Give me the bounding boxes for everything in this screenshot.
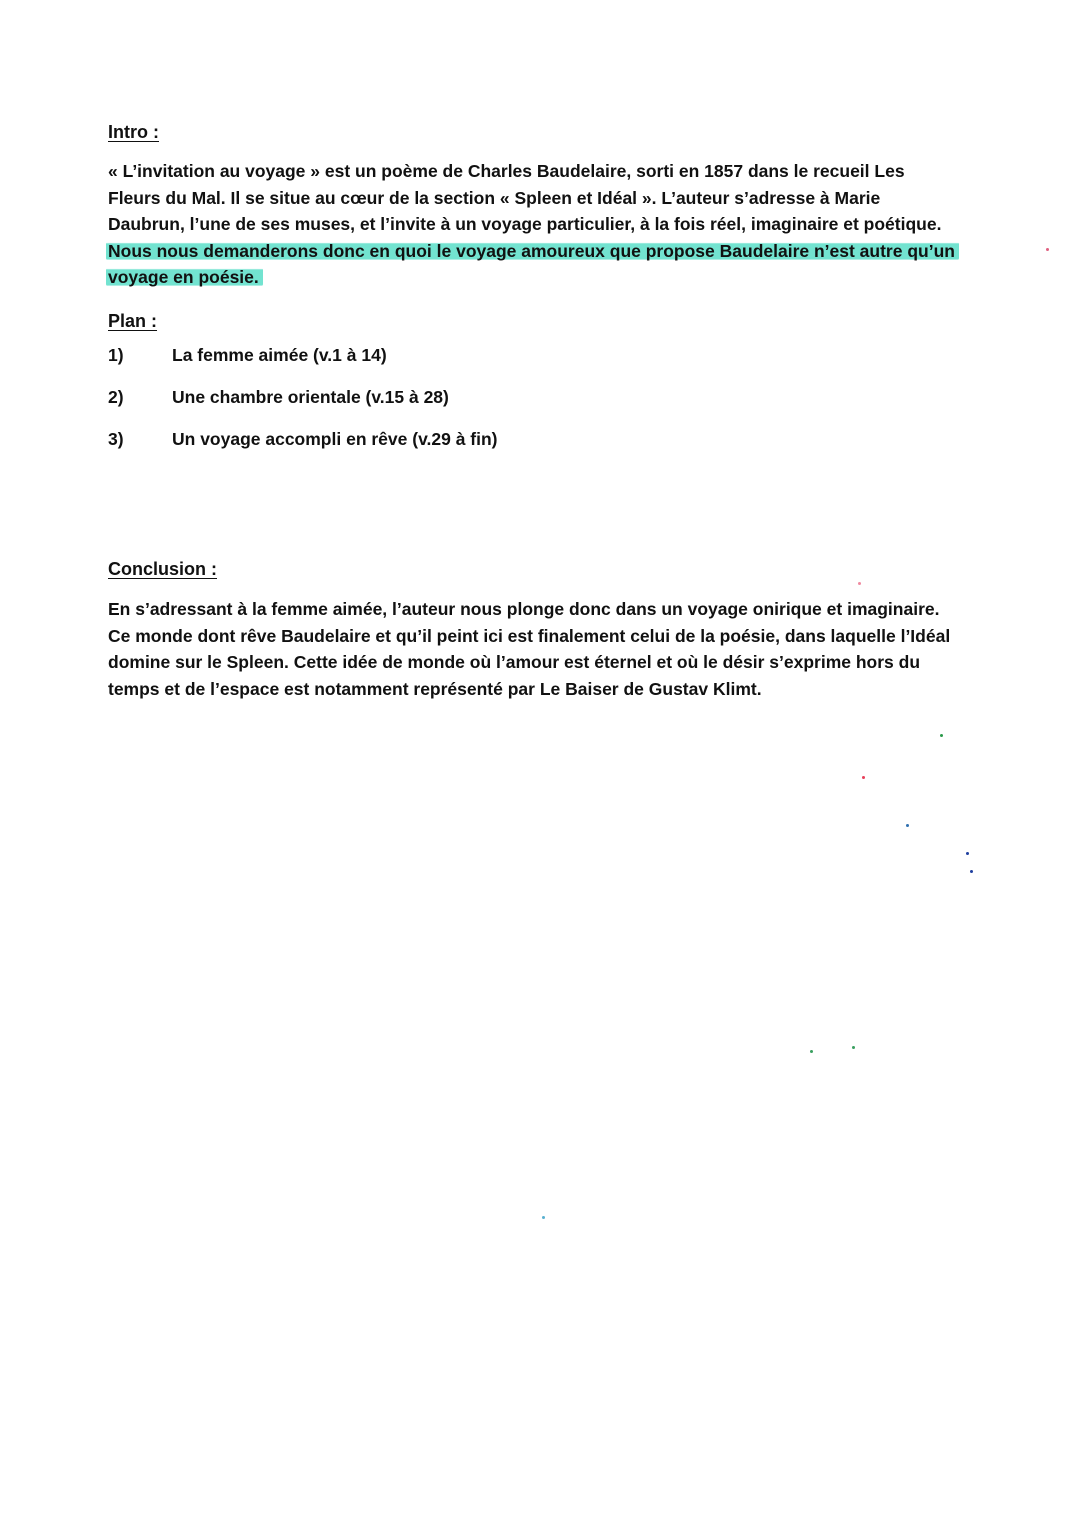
scan-speck bbox=[1046, 248, 1049, 251]
plan-item-number: 2) bbox=[108, 387, 124, 407]
plan-item bbox=[108, 345, 808, 387]
scan-speck bbox=[966, 852, 969, 855]
plan-item-number: 1) bbox=[108, 345, 124, 365]
conclusion-line: En s’adressant à la femme aimée, l’auteur nous plonge donc dans un voyage onirique et imaginaire. bbox=[108, 599, 940, 619]
scan-speck bbox=[940, 734, 943, 737]
scan-speck bbox=[810, 1050, 813, 1053]
scan-speck bbox=[852, 1046, 855, 1049]
plan-item bbox=[108, 387, 808, 429]
scan-speck bbox=[542, 1216, 545, 1219]
plan-item bbox=[108, 429, 808, 471]
conclusion-line: temps et de l’espace est notamment représenté par Le Baiser de Gustav Klimt. bbox=[108, 678, 762, 699]
plan-list bbox=[108, 345, 808, 471]
intro-highlighted-line bbox=[108, 264, 968, 291]
problematic-highlight: voyage en poésie. bbox=[106, 267, 263, 287]
intro-line: Daubrun, l’une de ses muses, et l’invite à un voyage particulier, à la fois réel, imaginaire et poétique. bbox=[108, 214, 942, 234]
plan-item-text: Une chambre orientale (v.15 à 28) bbox=[172, 387, 449, 407]
scan-speck bbox=[858, 582, 861, 585]
scan-speck bbox=[862, 776, 865, 779]
intro-highlighted-line bbox=[108, 238, 968, 265]
scan-speck bbox=[906, 824, 909, 827]
intro-heading: Intro : bbox=[108, 122, 159, 142]
intro-line: « L’invitation au voyage » est un poème de Charles Baudelaire, sorti en 1857 dans le recueil Les bbox=[108, 161, 905, 181]
intro-line: Fleurs du Mal. Il se situe au cœur de la section « Spleen et Idéal ». L’auteur s’adresse à Marie bbox=[108, 187, 881, 208]
plan-item-text: Un voyage accompli en rêve (v.29 à fin) bbox=[172, 429, 498, 449]
plan-heading: Plan : bbox=[108, 311, 158, 331]
conclusion-paragraph bbox=[108, 596, 968, 702]
plan-item-text: La femme aimée (v.1 à 14) bbox=[172, 345, 387, 365]
conclusion-line: domine sur le Spleen. Cette idée de monde où l’amour est éternel et où le désir s’exprime hors du bbox=[108, 652, 921, 672]
conclusion-heading: Conclusion : bbox=[108, 559, 217, 579]
problematic-highlight: Nous nous demanderons donc en quoi le voyage amoureux que propose Baudelaire n’est autre qu’un bbox=[106, 241, 959, 261]
scan-speck bbox=[970, 870, 973, 873]
intro-paragraph bbox=[108, 158, 968, 291]
conclusion-line: Ce monde dont rêve Baudelaire et qu’il peint ici est finalement celui de la poésie, dans laquelle l’Idéal bbox=[108, 625, 951, 646]
plan-item-number: 3) bbox=[108, 429, 124, 449]
